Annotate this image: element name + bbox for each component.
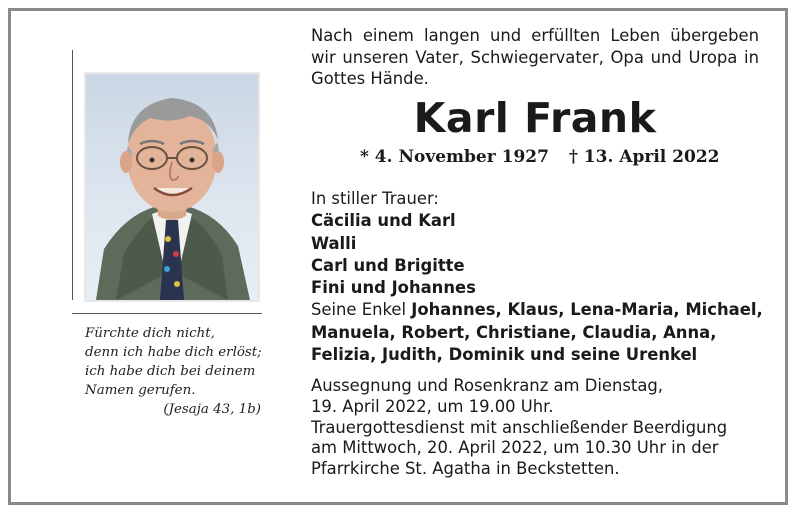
- quote-line: Namen gerufen.: [85, 383, 196, 398]
- service-line: 19. April 2022, um 19.00 Uhr.: [311, 396, 554, 416]
- birth-date: * 4. November 1927: [360, 147, 549, 167]
- portrait-illustration: [86, 74, 258, 300]
- mourner-name: Fini und Johannes: [311, 278, 476, 298]
- service-line: Aussegnung und Rosenkranz am Dienstag,: [311, 376, 663, 395]
- death-date: † 13. April 2022: [569, 147, 720, 167]
- quote-line: denn ich habe dich erlöst;: [85, 345, 262, 360]
- vertical-divider: [72, 50, 73, 300]
- mourners-list: [311, 188, 771, 366]
- grandchildren-names: Manuela, Robert, Christiane, Claudia, Anna,: [311, 322, 717, 342]
- mourner-name: Cäcilia und Karl: [311, 211, 456, 231]
- service-line: Pfarrkirche St. Agatha in Beckstetten.: [311, 459, 620, 479]
- grandchildren-names: Felizia, Judith, Dominik und seine Urenkel: [311, 345, 698, 365]
- mourner-name: Carl und Brigitte: [311, 255, 465, 275]
- grandchildren-names: Johannes, Klaus, Lena-Maria, Michael,: [411, 300, 763, 320]
- service-line: am Mittwoch, 20. April 2022, um 10.30 Uhr in der: [311, 438, 719, 458]
- service-info: [311, 376, 771, 480]
- grandchildren-prefix: Seine Enkel: [311, 300, 412, 320]
- grandchildren-line: [311, 299, 771, 321]
- mourning-label: In stiller Trauer:: [311, 189, 439, 208]
- intro-text: Nach einem langen und erfüllten Leben übergeben wir unseren Vater, Schwiegervater, Opa und Uropa in Gottes Hände.: [311, 26, 759, 88]
- mourner-name: Walli: [311, 233, 357, 253]
- quote-line: Fürchte dich nicht,: [85, 326, 215, 341]
- quote-line: ich habe dich bei deinem: [85, 364, 256, 379]
- portrait-photo: [84, 72, 260, 302]
- horizontal-divider: [72, 313, 262, 314]
- service-line: Trauergottesdienst mit anschließender Beerdigung: [311, 417, 728, 437]
- deceased-name: Karl Frank: [413, 94, 657, 142]
- bible-quote: [85, 324, 263, 419]
- quote-source: (Jesaja 43, 1b): [163, 402, 261, 417]
